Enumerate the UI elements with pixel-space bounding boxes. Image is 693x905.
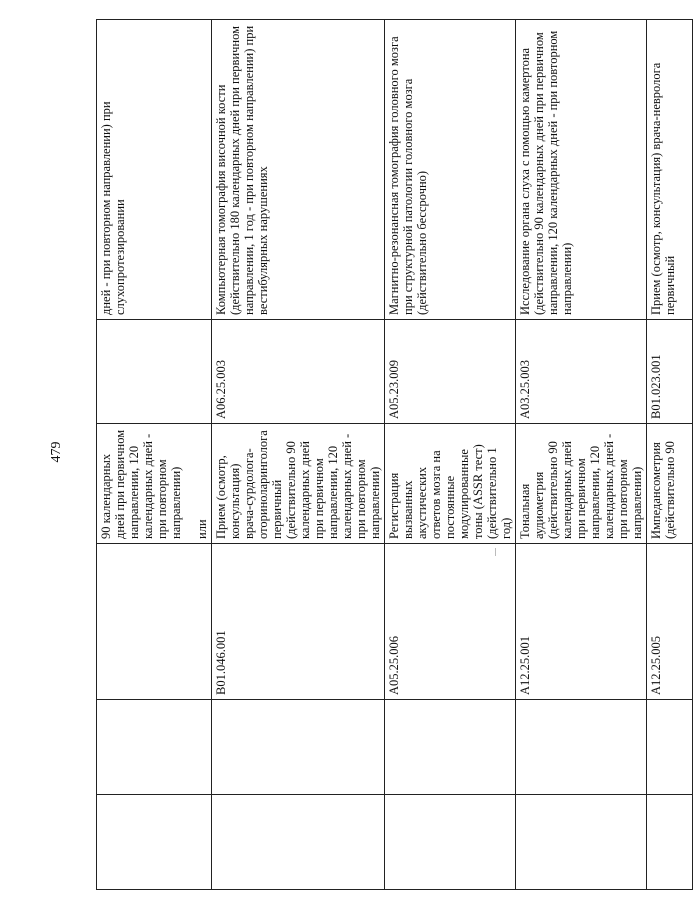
alternative-service-description: дней - при повторном направлении) при слухопротезировании [97, 20, 212, 320]
alternative-service-description: Исследование органа слуха с помощью камертона (действительно 90 календарных дней при первичном направлении, 120 календарных дней - при повторном направлении) [516, 20, 647, 320]
alternative-service-code: A06.25.003 [212, 320, 385, 424]
empty-cell [212, 700, 385, 795]
service-code: B01.046.001 [212, 544, 385, 700]
page-number: 479 [49, 441, 64, 463]
service-description-text: 90 календарных дней при первичном направлении, 120 календарных дней - при повторном направлении) [99, 429, 183, 539]
scan-mark [495, 548, 496, 556]
services-table-wrapper [96, 20, 677, 890]
service-description [97, 424, 212, 544]
alternative-service-code [97, 320, 212, 424]
services-table [96, 19, 693, 890]
service-description: Импедансометрия (действительно 90 [647, 424, 693, 544]
empty-cell [97, 795, 212, 890]
alternative-service-description: Прием (осмотр, консультация) врача-невролога первичный [647, 20, 693, 320]
table-row [97, 20, 212, 890]
table-row [647, 20, 693, 890]
empty-cell [212, 795, 385, 890]
table-row [212, 20, 385, 890]
empty-cell [385, 795, 516, 890]
alternative-service-code: A03.25.003 [516, 320, 647, 424]
service-description: Тональная аудиометрия (действительно 90 календарных дней при первичном направлении, 120 календарных дней - при повторном направлении) [516, 424, 647, 544]
service-code: A05.25.006 [385, 544, 516, 700]
table-row [385, 20, 516, 890]
alternative-service-code: A05.23.009 [385, 320, 516, 424]
service-code: A12.25.005 [647, 544, 693, 700]
service-description: Регистрация вызванных акустических ответов мозга на постоянные модулированные тоны (ASSR тест) (действительно 1 год) [385, 424, 516, 544]
alternative-service-code: B01.023.001 [647, 320, 693, 424]
empty-cell [385, 700, 516, 795]
alternative-service-description: Магнитно-резонансная томография головного мозга при структурной патологии головного мозга (действительно бессрочно) [385, 20, 516, 320]
service-description: Прием (осмотр, консультация) врача-сурдолога-оториноларинголога первичный (действительно 90 календарных дней при первичном направлении, 120 календарных дней - при повторном направлении) [212, 424, 385, 544]
service-code [97, 544, 212, 700]
empty-cell [647, 795, 693, 890]
service-code: A12.25.001 [516, 544, 647, 700]
empty-cell [647, 700, 693, 795]
empty-cell [516, 700, 647, 795]
empty-cell [516, 795, 647, 890]
empty-cell [97, 700, 212, 795]
alternative-service-description: Компьютерная томография височной кости (действительно 180 календарных дней при первичном направлении, 1 год - при повторном направлении) при вестибулярных нарушениях [212, 20, 385, 320]
or-label: или [195, 519, 209, 539]
table-row [516, 20, 647, 890]
